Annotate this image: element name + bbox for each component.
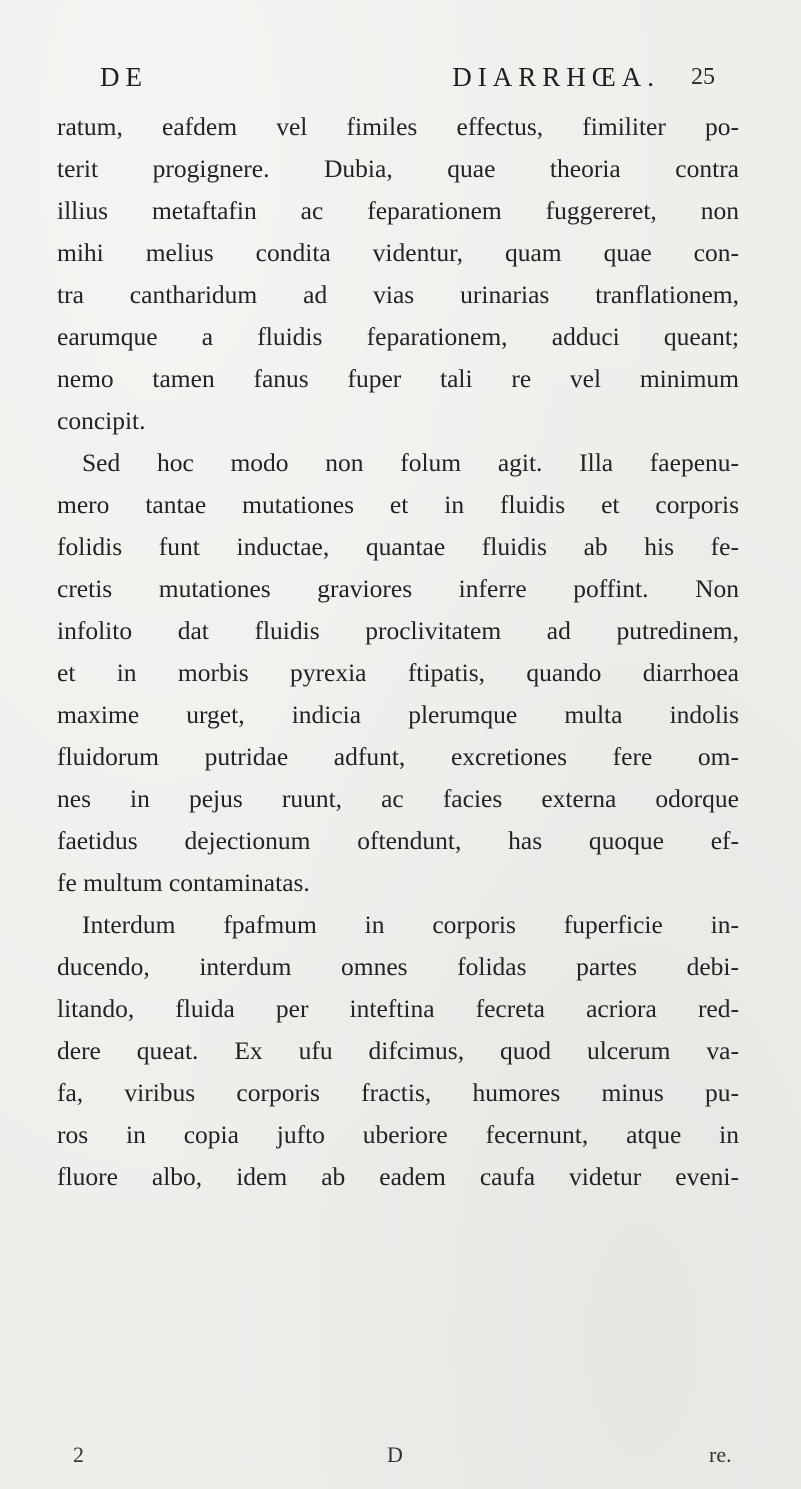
signature-mark: D	[387, 1442, 403, 1467]
text-line-21: ducendo, interdum omnes folidas partes debi-	[57, 952, 739, 981]
text-line-16: fluidorum putridae adfunt, excretiones fere om-	[57, 742, 739, 771]
text-line-22: litando, fluida per inteftina fecreta acriora red-	[57, 994, 739, 1023]
text-line-4: mihi melius condita videntur, quam quae con-	[57, 238, 739, 267]
text-line-8: concipit.	[57, 406, 146, 435]
text-line-10: mero tantae mutationes et in fluidis et corporis	[57, 490, 739, 519]
page-footer	[0, 1442, 801, 1472]
text-line-14: et in morbis pyrexia ftipatis, quando diarrhoea	[57, 658, 739, 687]
text-line-23: dere queat. Ex ufu difcimus, quod ulcerum va-	[57, 1036, 739, 1065]
text-line-9: Sed hoc modo non folum agit. Illa faepenu-	[82, 448, 739, 477]
page-number: 25	[691, 64, 715, 90]
text-line-26: fluore albo, idem ab eadem caufa videtur eveni-	[57, 1162, 739, 1191]
text-line-11: folidis funt inductae, quantae fluidis ab his fe-	[57, 532, 739, 561]
text-line-6: earumque a fluidis feparationem, adduci queant;	[57, 322, 739, 351]
text-line-1: ratum, eafdem vel fimiles effectus, fimiliter po-	[57, 112, 739, 141]
catchword: re.	[709, 1442, 732, 1467]
text-line-18: faetidus dejectionum oftendunt, has quoque ef-	[57, 826, 739, 855]
text-line-25: ros in copia jufto uberiore fecernunt, atque in	[57, 1120, 739, 1149]
running-title-de: DE	[100, 62, 148, 92]
text-line-2: terit progignere. Dubia, quae theoria contra	[57, 154, 739, 183]
signature-number: 2	[73, 1442, 84, 1467]
text-line-12: cretis mutationes graviores inferre poffint. Non	[57, 574, 739, 603]
text-line-19: fe multum contaminatas.	[57, 868, 310, 897]
text-line-5: tra cantharidum ad vias urinarias tranflationem,	[57, 280, 739, 309]
text-line-7: nemo tamen fanus fuper tali re vel minimum	[57, 364, 739, 393]
text-line-24: fa, viribus corporis fractis, humores minus pu-	[57, 1078, 739, 1107]
text-line-15: maxime urget, indicia plerumque multa indolis	[57, 700, 739, 729]
text-line-3: illius metaftafin ac feparationem fuggereret, non	[57, 196, 739, 225]
running-title-diarrhoea: DIARRHŒA.	[452, 62, 660, 92]
text-line-17: nes in pejus ruunt, ac facies externa odorque	[57, 784, 739, 813]
text-line-13: infolito dat fluidis proclivitatem ad putredinem,	[57, 616, 739, 645]
text-line-20: Interdum fpafmum in corporis fuperficie in-	[82, 910, 739, 939]
running-header	[100, 62, 660, 93]
